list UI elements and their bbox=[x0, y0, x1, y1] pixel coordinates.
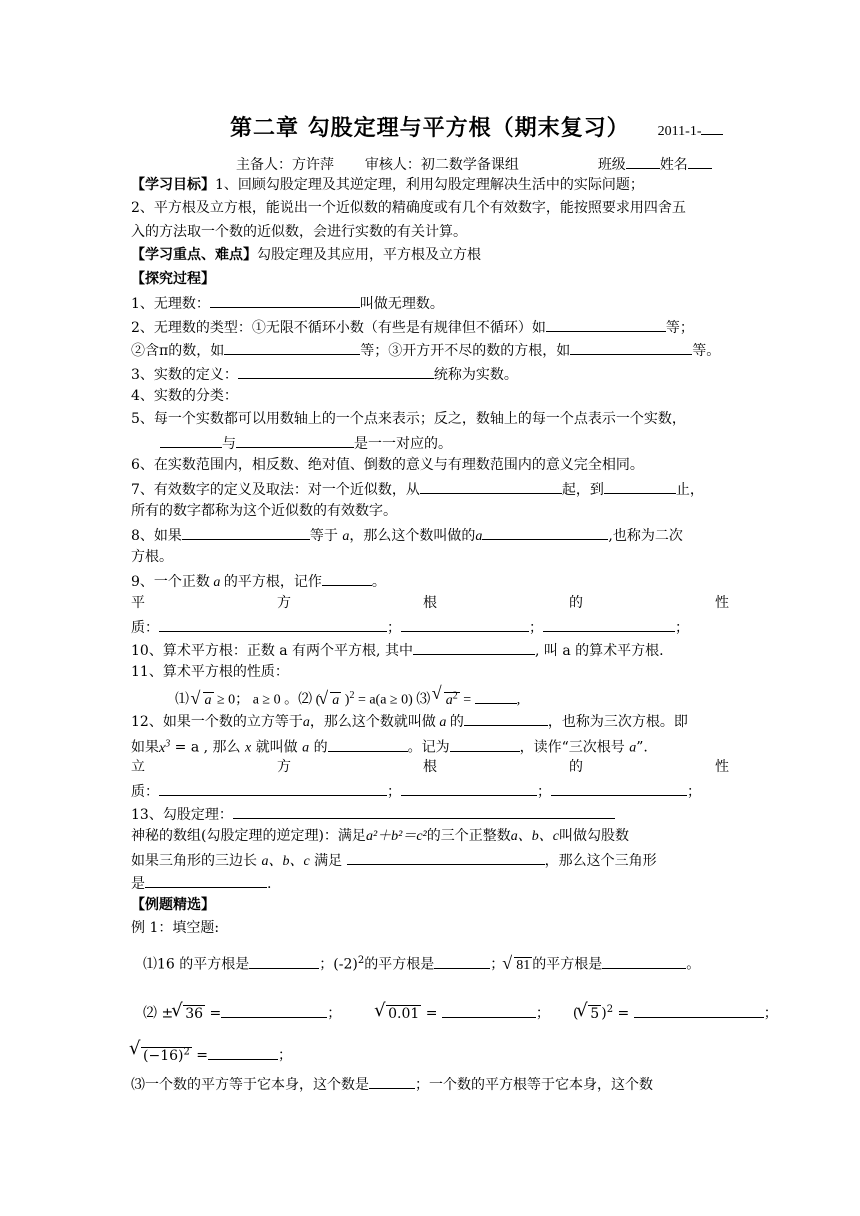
item-12a: 12、如果一个数的立方等于a，那么这个数就叫做 a 的 ，也称为三次方根。即 bbox=[131, 710, 688, 733]
blank[interactable] bbox=[322, 570, 372, 586]
item-2b: ②含π的数，如 等；③开方开不尽的数的方根，如 等。 bbox=[131, 339, 720, 361]
item-13c: 如果三角形的三边长 a、b、c 满足 ，那么这个三角形 bbox=[131, 849, 657, 872]
item-11: 11、算术平方根的性质： bbox=[131, 664, 289, 680]
item-13b: 神秘的数组(勾股定理的逆定理)：满足a²＋b²＝c²的三个正整数a、b、c叫做勾股数 bbox=[131, 828, 629, 844]
blank[interactable] bbox=[634, 1002, 764, 1018]
blank[interactable] bbox=[434, 953, 490, 969]
blank[interactable] bbox=[224, 339, 360, 355]
page-title: 第二章 勾股定理与平方根（期末复习） bbox=[230, 115, 630, 141]
blank[interactable] bbox=[221, 1002, 327, 1018]
blank[interactable] bbox=[328, 736, 408, 752]
item-7b: 所有的数字都称为这个近似数的有效数字。 bbox=[131, 503, 397, 519]
example-1-q2b: √ $(-16)^2$ = ； bbox=[131, 1042, 292, 1066]
focus-line: 【学习重点、难点】勾股定理及其应用，平方根及立方根 bbox=[131, 247, 481, 263]
blank[interactable] bbox=[159, 616, 387, 632]
blank[interactable] bbox=[442, 1002, 536, 1018]
blank[interactable] bbox=[182, 524, 310, 540]
blank[interactable] bbox=[551, 780, 687, 796]
examples-heading: 【例题精选】 bbox=[131, 897, 215, 913]
item-12b: 如果$x^3 = a$ , 那么 x 就叫做 a 的 。记为 ，读作“三次根号 a”. bbox=[131, 734, 648, 759]
blank[interactable] bbox=[145, 872, 267, 888]
blank[interactable] bbox=[450, 736, 520, 752]
blank[interactable] bbox=[604, 478, 676, 494]
item-3: 3、实数的定义： 统称为实数。 bbox=[131, 363, 518, 385]
name-label: 姓名 bbox=[659, 157, 688, 173]
blank[interactable] bbox=[482, 524, 608, 540]
blank[interactable] bbox=[464, 710, 548, 726]
blank[interactable] bbox=[236, 432, 354, 448]
blank[interactable] bbox=[159, 780, 387, 796]
blank[interactable] bbox=[210, 292, 360, 308]
item-13: 13、勾股定理： bbox=[131, 803, 615, 825]
blank[interactable] bbox=[401, 616, 529, 632]
explore-heading: 【探究过程】 bbox=[131, 271, 215, 287]
focus-heading: 【学习重点、难点】 bbox=[131, 247, 257, 263]
blank[interactable] bbox=[233, 803, 615, 819]
example-1-q3: ⑶一个数的平方等于它本身，这个数是 ；一个数的平方根等于它本身，这个数 bbox=[131, 1073, 653, 1095]
class-label: 班级 bbox=[597, 157, 626, 173]
cube-prop-words: 立 方 根 的 性 bbox=[131, 759, 729, 775]
blank[interactable] bbox=[420, 478, 562, 494]
blank[interactable] bbox=[413, 639, 535, 655]
example-1-q1: ⑴16 的平方根是 ；$(-2)^2$的平方根是 ；√ 81 的平方根是 。 bbox=[143, 951, 700, 976]
item-10: 10、算术平方根：正数 a 有两个平方根, 其中 , 叫 a 的算术平方根. bbox=[131, 639, 664, 661]
preparer: 主备人：方许萍 bbox=[236, 157, 334, 173]
date: 2011-1- bbox=[658, 124, 724, 139]
item-13d: 是 . bbox=[131, 872, 271, 894]
example-1-q2: ⑵ ±√ 36 = ； √ 0.01 = ； (√ 5 )$^2$ = ； bbox=[143, 1000, 778, 1024]
item-8b: 方根。 bbox=[131, 549, 173, 565]
item-5a: 5、每一个实数都可以用数轴上的一个点来表示；反之，数轴上的每一个点表示一个实数， bbox=[131, 411, 686, 427]
goals-line2: 2、平方根及立方根，能说出一个近似数的精确度或有几个有效数字，能按照要求用四舍五 bbox=[131, 200, 686, 216]
blank[interactable] bbox=[543, 616, 675, 632]
sq-prop-blanks: 质： ； ； ； bbox=[131, 616, 689, 638]
blank[interactable] bbox=[160, 432, 222, 448]
blank[interactable] bbox=[475, 688, 517, 704]
goals-line1: 【学习目标】1、回顾勾股定理及其逆定理，利用勾股定理解决生活中的实际问题； bbox=[131, 177, 644, 193]
item-9: 9、一个正数 a 的平方根，记作 。 bbox=[131, 570, 386, 593]
item-5b: 与 是一一对应的。 bbox=[160, 432, 452, 454]
blank[interactable] bbox=[369, 1073, 415, 1089]
blank[interactable] bbox=[238, 363, 434, 379]
sq-prop-words: 平 方 根 的 性 bbox=[131, 595, 729, 611]
blank[interactable] bbox=[546, 316, 666, 332]
goals-line3: 入的方法取一个数的近似数，会进行实数的有关计算。 bbox=[131, 224, 467, 240]
item-6: 6、在实数范围内，相反数、绝对值、倒数的意义与有理数范围内的意义完全相同。 bbox=[131, 457, 644, 473]
goals-heading: 【学习目标】 bbox=[131, 177, 215, 193]
item-11-formulas: ⑴ √ a ≥ 0； a ≥ 0 。⑵ (√ a )$^2$ = a(a ≥ 0) ⑶ √ $a^2$ = , bbox=[175, 686, 520, 711]
cube-prop-blanks: 质： ； ； ； bbox=[131, 780, 701, 802]
item-4: 4、实数的分类： bbox=[131, 388, 238, 404]
item-7a: 7、有效数字的定义及取法：对一个近似数，从 起，到 止， bbox=[131, 478, 704, 500]
title-line bbox=[230, 115, 723, 142]
blank[interactable] bbox=[347, 849, 545, 865]
item-8a: 8、如果 等于 a，那么这个数叫做的a ,也称为二次 bbox=[131, 524, 683, 547]
example-1: 例 1：填空题: bbox=[131, 920, 220, 936]
blank[interactable] bbox=[570, 339, 692, 355]
blank[interactable] bbox=[208, 1044, 278, 1060]
reviewer: 审核人：初二数学备课组 bbox=[364, 157, 519, 173]
item-2a: 2、无理数的类型：①无限不循环小数（有些是有规律但不循环）如 等； bbox=[131, 316, 694, 338]
blank[interactable] bbox=[602, 953, 686, 969]
blank[interactable] bbox=[401, 780, 537, 796]
meta-line bbox=[236, 153, 712, 175]
blank[interactable] bbox=[249, 953, 319, 969]
item-1: 1、无理数： 叫做无理数。 bbox=[131, 292, 444, 314]
